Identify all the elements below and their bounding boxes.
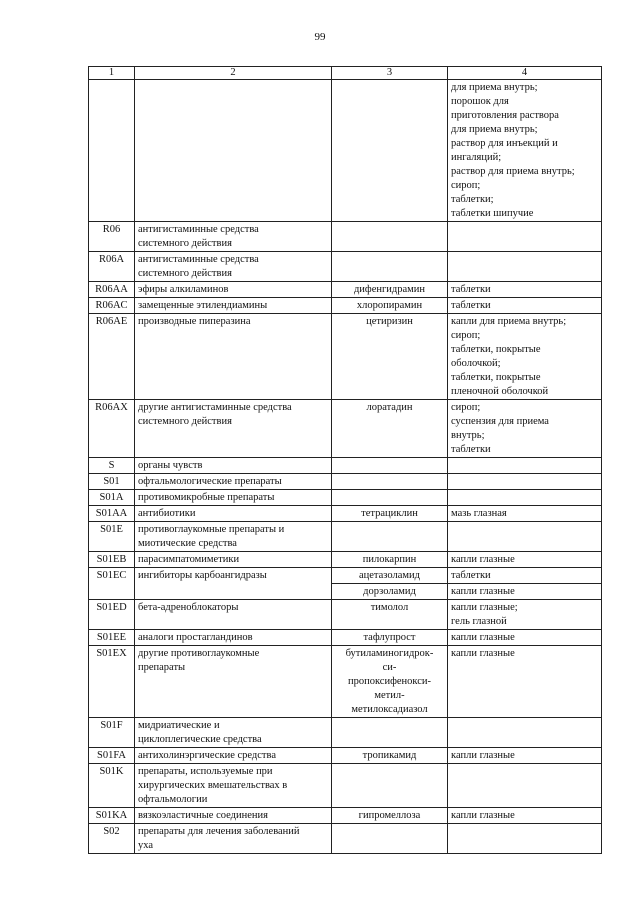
drug-name-cell <box>332 490 448 506</box>
dosage-form-cell <box>448 718 602 748</box>
dosage-form-cell-line: мазь глазная <box>451 508 507 519</box>
group-name-cell <box>135 630 332 646</box>
dosage-form-cell-line: таблетки, покрытые <box>451 344 541 355</box>
atc-code-cell: R06 <box>89 222 135 252</box>
group-name-cell-line: антигистаминные средства <box>138 224 259 235</box>
drug-name-cell <box>332 600 448 630</box>
column-header: 4 <box>448 67 602 80</box>
group-name-cell-line: противоглаукомные препараты и <box>138 524 285 535</box>
dosage-form-cell <box>448 400 602 458</box>
table-row <box>89 764 602 808</box>
table-row <box>89 646 602 718</box>
atc-code-cell: S01A <box>89 490 135 506</box>
table-row <box>89 506 602 522</box>
drug-name-cell <box>332 764 448 808</box>
dosage-form-cell <box>448 506 602 522</box>
drug-name-cell <box>332 824 448 854</box>
atc-code-cell: S01EE <box>89 630 135 646</box>
drug-name-cell <box>332 808 448 824</box>
atc-code-cell: R06A <box>89 252 135 282</box>
table-row <box>89 314 602 400</box>
atc-code-cell: S02 <box>89 824 135 854</box>
group-name-cell-line: эфиры алкиламинов <box>138 284 229 295</box>
group-name-cell-line: системного действия <box>138 238 232 249</box>
table-row <box>89 458 602 474</box>
dosage-form-cell <box>448 748 602 764</box>
table-row <box>89 80 602 222</box>
table-row <box>89 568 602 584</box>
dosage-form-cell-line: капли глазные <box>451 632 515 643</box>
atc-code-cell: S <box>89 458 135 474</box>
dosage-form-cell-line: таблетки, покрытые <box>451 372 541 383</box>
dosage-form-cell <box>448 222 602 252</box>
group-name-cell <box>135 474 332 490</box>
group-name-cell-line: препараты <box>138 662 186 673</box>
dosage-form-cell <box>448 490 602 506</box>
dosage-form-cell <box>448 314 602 400</box>
dosage-form-cell-line: порошок для <box>451 96 509 107</box>
dosage-form-cell-line: раствор для приема внутрь; <box>451 166 575 177</box>
drug-name-cell-line: тимолол <box>370 602 409 613</box>
drug-name-cell-line: хлоропирамин <box>356 300 423 311</box>
dosage-form-cell-line: таблетки <box>451 570 491 581</box>
drug-name-cell <box>332 748 448 764</box>
group-name-cell-line: хирургических вмешательствах в <box>138 780 288 791</box>
dosage-form-cell-line: пленочной оболочкой <box>451 386 549 397</box>
dosage-form-cell-line: для приема внутрь; <box>451 82 538 93</box>
group-name-cell <box>135 764 332 808</box>
group-name-cell-line: другие противоглаукомные <box>138 648 260 659</box>
dosage-form-cell-line: капли глазные <box>451 750 515 761</box>
drug-name-cell <box>332 552 448 568</box>
group-name-cell-line: бета-адреноблокаторы <box>138 602 239 613</box>
drug-name-cell <box>332 646 448 718</box>
dosage-form-cell-line: приготовления раствора <box>451 110 559 121</box>
group-name-cell-line: системного действия <box>138 268 232 279</box>
table-row <box>89 252 602 282</box>
drug-name-cell <box>332 80 448 222</box>
group-name-cell <box>135 718 332 748</box>
dosage-form-cell <box>448 584 602 600</box>
dosage-form-cell-line: таблетки; <box>451 194 494 205</box>
atc-code-cell: S01 <box>89 474 135 490</box>
drug-name-cell-line: ацетазоламид <box>358 570 421 581</box>
drug-name-cell-line: дорзоламид <box>363 586 416 597</box>
group-name-cell <box>135 298 332 314</box>
atc-code-cell: S01EC <box>89 568 135 600</box>
dosage-form-cell-line: таблетки шипучие <box>451 208 534 219</box>
atc-code-cell: S01EX <box>89 646 135 718</box>
table-row <box>89 222 602 252</box>
table-row <box>89 474 602 490</box>
group-name-cell-line: антигистаминные средства <box>138 254 259 265</box>
group-name-cell-line: препараты для лечения заболеваний <box>138 826 300 837</box>
group-name-cell <box>135 282 332 298</box>
dosage-form-cell-line: капли глазные <box>451 810 515 821</box>
group-name-cell <box>135 314 332 400</box>
atc-code-cell: S01KA <box>89 808 135 824</box>
drug-name-cell-line: тетрациклин <box>361 508 418 519</box>
dosage-form-cell-line: сироп; <box>451 330 481 341</box>
atc-code-cell: R06AA <box>89 282 135 298</box>
drug-name-cell-line: тафлупрост <box>363 632 416 643</box>
group-name-cell <box>135 824 332 854</box>
drug-name-cell <box>332 400 448 458</box>
drug-name-cell <box>332 314 448 400</box>
dosage-form-cell <box>448 298 602 314</box>
atc-code-cell: S01K <box>89 764 135 808</box>
dosage-form-cell <box>448 764 602 808</box>
table-row <box>89 630 602 646</box>
group-name-cell <box>135 748 332 764</box>
atc-code-cell: R06AE <box>89 314 135 400</box>
dosage-form-cell-line: сироп; <box>451 180 481 191</box>
atc-code-cell: S01F <box>89 718 135 748</box>
group-name-cell-line: аналоги простагландинов <box>138 632 253 643</box>
drug-name-cell-line: лоратадин <box>366 402 413 413</box>
dosage-form-cell-line: таблетки <box>451 444 491 455</box>
group-name-cell <box>135 400 332 458</box>
group-name-cell <box>135 646 332 718</box>
atc-code-cell: R06AX <box>89 400 135 458</box>
dosage-form-cell <box>448 552 602 568</box>
atc-code-cell: S01FA <box>89 748 135 764</box>
table-row <box>89 748 602 764</box>
dosage-form-cell <box>448 568 602 584</box>
table-row <box>89 808 602 824</box>
group-name-cell <box>135 80 332 222</box>
table-row <box>89 282 602 298</box>
drug-name-cell-line: цетиризин <box>366 316 413 327</box>
atc-code-cell: S01E <box>89 522 135 552</box>
group-name-cell-line: парасимпатомиметики <box>138 554 240 565</box>
group-name-cell <box>135 490 332 506</box>
group-name-cell <box>135 522 332 552</box>
drug-name-cell <box>332 282 448 298</box>
dosage-form-cell <box>448 252 602 282</box>
drug-name-cell <box>332 222 448 252</box>
dosage-form-cell <box>448 522 602 552</box>
drug-name-cell <box>332 252 448 282</box>
drug-name-cell <box>332 718 448 748</box>
group-name-cell <box>135 600 332 630</box>
group-name-cell-line: циклоплегические средства <box>138 734 262 745</box>
dosage-form-cell <box>448 282 602 298</box>
drug-name-cell <box>332 568 448 584</box>
group-name-cell-line: вязкоэластичные соединения <box>138 810 268 821</box>
group-name-cell-line: офтальмологические препараты <box>138 476 282 487</box>
table-row <box>89 400 602 458</box>
dosage-form-cell-line: капли глазные <box>451 554 515 565</box>
group-name-cell-line: ингибиторы карбоангидразы <box>138 570 267 581</box>
table-row <box>89 298 602 314</box>
drug-name-cell <box>332 458 448 474</box>
group-name-cell <box>135 808 332 824</box>
table-row <box>89 600 602 630</box>
group-name-cell-line: антихолинэргические средства <box>138 750 276 761</box>
drug-name-cell <box>332 584 448 600</box>
table-row <box>89 490 602 506</box>
atc-code-cell: R06AC <box>89 298 135 314</box>
column-header: 1 <box>89 67 135 80</box>
group-name-cell-line: замещенные этилендиамины <box>138 300 268 311</box>
group-name-cell-line: другие антигистаминные средства <box>138 402 292 413</box>
dosage-form-cell <box>448 80 602 222</box>
table-row <box>89 522 602 552</box>
atc-code-cell: S01ED <box>89 600 135 630</box>
group-name-cell-line: офтальмологии <box>138 794 208 805</box>
dosage-form-cell <box>448 458 602 474</box>
group-name-cell <box>135 222 332 252</box>
drug-name-cell <box>332 630 448 646</box>
group-name-cell <box>135 552 332 568</box>
drug-name-cell <box>332 298 448 314</box>
group-name-cell-line: мидриатические и <box>138 720 220 731</box>
drug-table <box>88 66 602 854</box>
group-name-cell-line: противомикробные препараты <box>138 492 275 503</box>
drug-name-cell-line: пропоксифенокси- <box>347 676 432 687</box>
dosage-form-cell-line: суспензия для приема <box>451 416 549 427</box>
group-name-cell <box>135 506 332 522</box>
dosage-form-cell <box>448 600 602 630</box>
dosage-form-cell-line: раствор для инъекций и <box>451 138 558 149</box>
header-row <box>89 67 602 80</box>
group-name-cell-line: миотические средства <box>138 538 237 549</box>
dosage-form-cell-line: для приема внутрь; <box>451 124 538 135</box>
dosage-form-cell-line: капли глазные; <box>451 602 518 613</box>
column-header: 2 <box>135 67 332 80</box>
drug-name-cell-line: пилокарпин <box>362 554 417 565</box>
atc-code-cell: S01AA <box>89 506 135 522</box>
column-header: 3 <box>332 67 448 80</box>
group-name-cell <box>135 252 332 282</box>
drug-name-cell-line: метилоксадиазол <box>351 704 428 715</box>
atc-code-cell: S01EB <box>89 552 135 568</box>
drug-name-cell-line: дифенгидрамин <box>353 284 426 295</box>
dosage-form-cell-line: сироп; <box>451 402 481 413</box>
dosage-form-cell <box>448 824 602 854</box>
drug-name-cell-line: метил- <box>374 690 405 701</box>
dosage-form-cell-line: капли глазные <box>451 648 515 659</box>
drug-name-cell <box>332 506 448 522</box>
group-name-cell-line: производные пиперазина <box>138 316 251 327</box>
dosage-form-cell-line: внутрь; <box>451 430 485 441</box>
table-row <box>89 552 602 568</box>
table-header <box>89 67 602 80</box>
table-row <box>89 718 602 748</box>
group-name-cell-line: органы чувств <box>138 460 203 471</box>
dosage-form-cell-line: капли глазные <box>451 586 515 597</box>
dosage-form-cell-line: таблетки <box>451 300 491 311</box>
group-name-cell-line: антибиотики <box>138 508 196 519</box>
group-name-cell-line: препараты, используемые при <box>138 766 273 777</box>
dosage-form-cell-line: ингаляций; <box>451 152 502 163</box>
drug-name-cell-line: тропикамид <box>362 750 417 761</box>
group-name-cell <box>135 568 332 600</box>
table-row <box>89 824 602 854</box>
dosage-form-cell-line: капли для приема внутрь; <box>451 316 567 327</box>
dosage-form-cell <box>448 808 602 824</box>
drug-name-cell <box>332 474 448 490</box>
drug-name-cell-line: гипромеллоза <box>358 810 421 821</box>
drug-name-cell <box>332 522 448 552</box>
dosage-form-cell <box>448 630 602 646</box>
dosage-form-cell <box>448 646 602 718</box>
page-number: 99 <box>314 31 326 43</box>
dosage-form-cell-line: таблетки <box>451 284 491 295</box>
dosage-form-cell-line: оболочкой; <box>451 358 501 369</box>
dosage-form-cell <box>448 474 602 490</box>
group-name-cell <box>135 458 332 474</box>
dosage-form-cell-line: гель глазной <box>451 616 507 627</box>
atc-code-cell <box>89 80 135 222</box>
drug-name-cell-line: бутиламиногидрок- <box>345 648 434 659</box>
table-body <box>89 80 602 854</box>
drug-name-cell-line: си- <box>382 662 397 673</box>
group-name-cell-line: системного действия <box>138 416 232 427</box>
group-name-cell-line: уха <box>138 840 154 851</box>
